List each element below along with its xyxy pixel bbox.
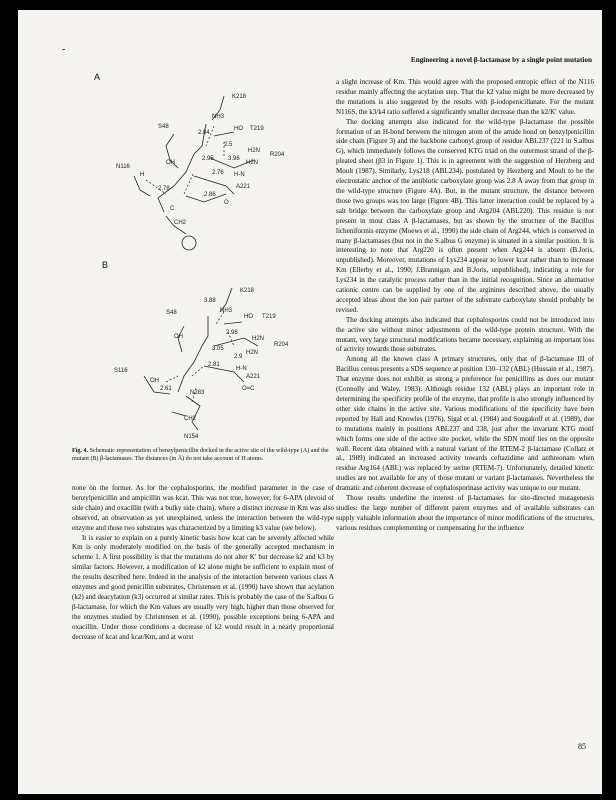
panel-b-labels — [114, 288, 289, 440]
label: A221 — [246, 374, 261, 380]
label: T219 — [250, 126, 264, 132]
caption-label: Fig. 4. — [72, 448, 89, 454]
label: S48 — [166, 310, 177, 316]
label: C — [170, 206, 175, 212]
label: 3.96 — [228, 156, 240, 162]
label: 2.78 — [158, 186, 170, 192]
label: S116 — [114, 368, 128, 374]
label: 2.61 — [160, 386, 172, 392]
label: H2N — [252, 336, 265, 342]
label: A221 — [236, 184, 251, 190]
label: T219 — [262, 314, 276, 320]
paragraph: a slight increase of Km. This would agree with the proposed entropic effect of the N116 residue mainly affecting the acylation step. That the k2 value might be more decreased by the mutations is also suggested by the results with β-iodopenicillanate. For the mutant N116S, the k3/k4 ratio suffered a significantly smaller decrease than the k2/K′ value. — [336, 78, 594, 116]
label: H2N — [246, 160, 259, 166]
figure-caption — [72, 448, 334, 463]
docking-figure — [74, 76, 306, 448]
paragraph: The docking attempts also indicated for the wild-type β-lactamase the possible formation of an H-bond between the nitrogen atom of the amide bond on benzylpenicillin side chain (Figure 3) and the backbone carbonyl group of residue ABL237 (221 in S.albus G), which immediately follows the conserved KTG triad on the outermost strand of the β-pleated sheet (β3 in Figure 1). This is in agreement with the suggestion of Herzberg and Moult (1987). Similarly, Lys218 (ABL234), postulated by Herzberg and Moult to be the electrostatic anchor of the antibiotic carboxylate group was 2.8 Å away from that group in the wild-type structure (Figure 4A). But, in the mutant structure, the distance between those two groups was too large (Figure 4B). This latter interaction could be replaced by a salt bridge between the carboxylate group and Arg204 (ABL220). This residue is not present in most class A β-lactamases, but as shown by the structure of the Bacillus licheniformis enzyme (Moews et al., 1990) the side chain of Arg244, which is conserved in many β-lactamases (but not in the S.albus G enzyme) is situated in a similar position. It is interesting to note that Arg220 is often present when Arg244 is absent (B.Joris, unpublished). Moreover, mutations of Lys234 appear to lower kcat rather than to increase Km (Ellerby et al., 1990; J.Brannigan and B.Joris, unpublished), indicating a role for Lys234 in the catalytic process rather than in the initial recognition. Since an alternative cationic centre can be supplied by one of the arginines described above, the usually accepted ideas about the ion pair partner of the substrate carboxylate should probably be revised. — [336, 117, 594, 314]
label: H-N — [234, 172, 245, 178]
panel-b-hbonds — [166, 312, 234, 402]
label: NH3 — [220, 308, 233, 314]
paragraph: Among all the known class A primary structures, only that of β-lactamase III of Bacillus cereus presents a SDS sequence at position 130–132 (ABL) (Hussain et al., 1987). That enzyme does not exhibit as strong a preference for penicillins as does our mutant (Connolly and Waley, 1983). Although residue 132 (ABL) plays an important role in determining the specificity profile of the enzyme, that profile is also strongly influenced by other side chains in the active site. Various modifications of the specificity have been reported by Hall and Knowles (1976), Sigal et al. (1984) and Sougakoff et al. (1989), due to mutations mainly in positions ABL237 and 238, just after the invariant KTG motif which forms one side of the active site pocket, while the SDN motif lies on the opposite wall. Recent data obtained with a natural variant of the RTEM-2 β-lactamase (Collatz et al., 1989) indicated an increased activity towards ceftazidime and azthreonam when residue Arg164 (ABL) was replaced by serine (RTEM-7). Unfortunately, detailed kinetic studies are not available for any of those mutant or variant β-lactamases. Nevertheless the dramatic and coherent decrease of cephalosporinase activity was unique to our mutant. — [336, 355, 594, 493]
corner-mark: - — [62, 44, 66, 55]
label: O — [224, 200, 229, 206]
label: 2.76 — [212, 170, 224, 176]
label: 2.95 — [202, 156, 214, 162]
paragraph: Those results underline the interest of β-lactamases for site-directed mutagenesis studies: the large number of different parent enzymes and of available substrates can supply valuable information about the importance of minor modifications of the structures, various residues complementing or compensating for the influence — [336, 494, 594, 532]
label: 3.05 — [212, 346, 224, 352]
right-column — [336, 78, 594, 534]
label: 2.98 — [226, 330, 238, 336]
label: H2N — [248, 148, 261, 154]
label: H-N — [236, 366, 247, 372]
label: OH — [150, 378, 159, 384]
label: 2.9 — [234, 354, 243, 360]
label: K218 — [240, 288, 255, 294]
caption-text: Schematic representation of benzylpenicillin docked in the active site of the wild-type (A) and the mutant (B) β-lactamases. The distances (in Å) do not take account of H atoms. — [72, 448, 329, 462]
panel-b-label: B — [102, 260, 109, 270]
panel-a-labels — [116, 94, 285, 226]
paragraph: The docking attempts also indicated that cephalosporins could not be introduced into the active site without minor adjustments of the wild-type protein structure. With the mutant, very large structural modifications became necessary, explaining an important loss of activity towards those substrates. — [336, 315, 594, 354]
label: HO — [244, 314, 253, 320]
label: R204 — [270, 152, 285, 158]
label: K218 — [232, 94, 247, 100]
paragraph: none on the former. As for the cephalosporins, the modified parameter in the case of benzylpenicillin and ampicillin was kcat. This was not true, however, for 6-APA (devoid of side chain) and oxacillin (with a bulky side chain), where a distinct increase in Km was also observed, an observation as yet unexplained, unless the interaction between the wild-type enzyme and those two substrates was characterized by a limiting k3 value (see below). — [72, 484, 334, 532]
label: OH — [174, 334, 183, 340]
label: CH2 — [174, 220, 187, 226]
label: O=C — [242, 386, 255, 392]
paragraph: It is easier to explain on a purely kinetic basis how kcat can be severely affected while Km is only moderately modified on the basis of the generally accepted mechanism in scheme 1. A first possibility is that the mutations do not alter K′ but decrease k2 and k3 by similar factors. However, a modification of k2 alone might be sufficient to explain most of the results described here. Indeed in the analysis of the interaction between various class A enzymes and good penicillin substrates, Christensen et al. (1990) have shown that acylation (k2) and deacylation (k3) occurred at similar rates. This is probably the case of the S.albus G β-lactamase, for which the Km values are usually very high, higher than those observed for the enzymes studied by Christensen et al. (1990), possible exceptions being 6-APA and oxacillin. Under those conditions a decrease of k2 would result in a nearly proportional decrease of kcat and kcat/Km, and at worst — [72, 533, 334, 641]
label: NH3 — [212, 114, 225, 120]
label: N154 — [184, 434, 199, 440]
label: 3.88 — [204, 298, 216, 304]
panel-a-label: A — [94, 72, 101, 82]
left-column — [72, 484, 334, 643]
label: 2.81 — [208, 362, 220, 368]
label: 2.5 — [224, 142, 233, 148]
running-header: Engineering a novel β-lactamase by a single point mutation — [410, 56, 592, 64]
label: N283 — [190, 390, 205, 396]
label: CH2 — [184, 416, 197, 422]
label: S48 — [158, 124, 169, 130]
label: N116 — [116, 164, 130, 170]
label: R204 — [274, 342, 289, 348]
label: 2.84 — [198, 130, 210, 136]
label: H2N — [246, 350, 259, 356]
page-number: 85 — [578, 742, 586, 751]
label: OH — [166, 160, 175, 166]
label: 2.86 — [204, 192, 216, 198]
label: HO — [234, 126, 243, 132]
journal-page — [18, 10, 602, 794]
label: H — [140, 172, 145, 178]
